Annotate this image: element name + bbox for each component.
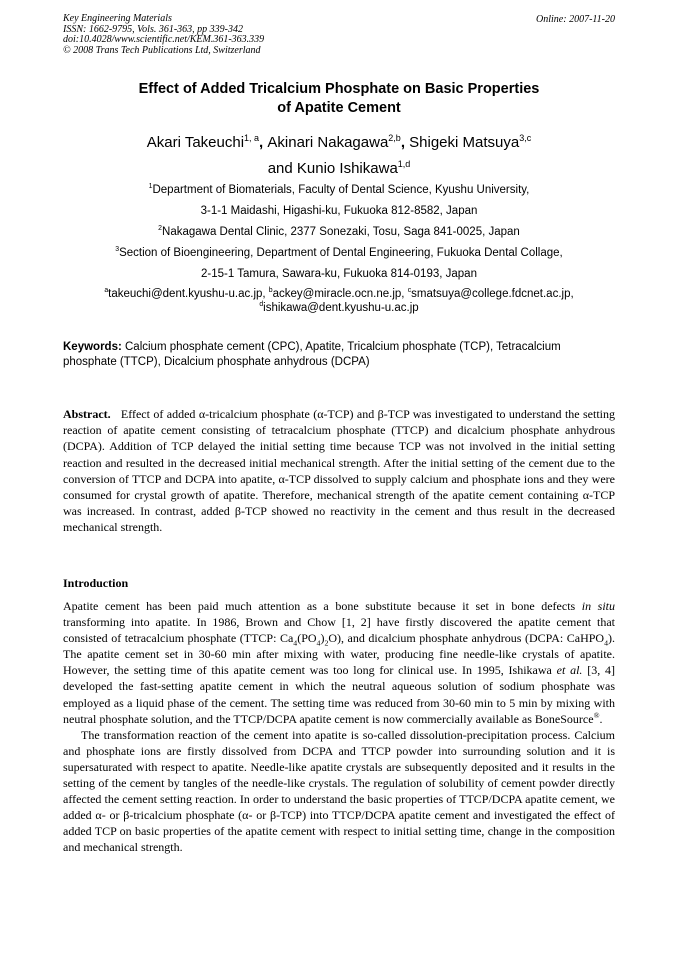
- author-name: Akari Takeuchi: [146, 134, 245, 151]
- text-run: ): [320, 631, 325, 646]
- affiliation-1: [0, 180, 678, 201]
- subscript: 2: [324, 638, 329, 648]
- text-run: Apatite cement has been paid much attention as a bone substitute because it set in bone defects: [63, 599, 582, 613]
- text-run: O), and dicalcium phosphate anhydrous (DCPA: CaHPO: [328, 631, 605, 646]
- title-line-2: of Apatite Cement: [277, 100, 401, 116]
- paragraph: The transformation reaction of the cement into apatite is so-called dissolution-precipitation process. Calcium and phosphate ions are firstly dissolved from DCPA and TTCP powder into surrounding solution and it is supersaturated with respect to apatite. Needle-like apatite crystals are subsequently deposited and it results in the setting of the cement by tangles of the needle-like crystals. The regulation of solubility of cement powder directly affected the cement setting reaction. In order to understand the basic properties of TTCP/DCPA apatite cement, we added α- or β-tricalcium phosphate (α- or β-TCP) into TTCP/DCPA apatite cement and investigated the effect of added TCP on basic properties of the apatite cement with respect to initial setting time, change in the composition and mechanical strength.: [63, 727, 615, 855]
- affiliation-3-address: 2-15-1 Tamura, Sawara-ku, Fukuoka 814-0193, Japan: [201, 268, 477, 280]
- issn: ISSN: 1662-9795, Vols. 361-363, pp 339-342: [63, 23, 243, 35]
- journal-name: Key Engineering Materials: [63, 13, 172, 24]
- email-link[interactable]: ackey@miracle.ocn.ne.jp,: [272, 288, 405, 300]
- authors-line-1: Akari Takeuchi$^{1, a}$, Akinari Nakagawa$^{2,b}$, Shigeki Matsuya$^{3,c}$: [146, 133, 532, 151]
- affiliation-2: [0, 222, 678, 243]
- subscript: 4: [293, 638, 298, 648]
- author-name: Akinari Nakagawa: [267, 134, 389, 151]
- emails-line-1: [0, 287, 678, 301]
- email-link[interactable]: ishikawa@dent.kyushu-u.ac.jp: [263, 302, 419, 314]
- affiliation-text: Department of Biomaterials, Faculty of Dental Science, Kyushu University,: [152, 184, 530, 196]
- email-marker: b: [268, 287, 273, 295]
- affiliation-number: 2: [158, 225, 163, 233]
- keywords-label: Keywords:: [63, 341, 122, 353]
- doi: doi:10.4028/www.scientific.net/KEM.361-363.339: [63, 34, 265, 45]
- email-link[interactable]: smatsuya@college.fdcnet.ac.jp,: [411, 288, 574, 300]
- affiliation-1-address: 3-1-1 Maidashi, Higashi-ku, Fukuoka 812-8582, Japan: [200, 205, 478, 217]
- subscript: 4: [604, 638, 609, 648]
- author-sup: 3,c: [519, 133, 532, 143]
- emails-line-2: [0, 301, 678, 315]
- text-run: (PO: [297, 631, 317, 646]
- keywords-text: Calcium phosphate cement (CPC), Apatite, Tricalcium phosphate (TCP), Tetracalcium phosphate (TTCP), Dicalcium phosphate anhydrous (DCPA): [63, 341, 561, 368]
- affiliation-number: 1: [148, 183, 153, 191]
- title-line-1: Effect of Added Tricalcium Phosphate on Basic Properties: [138, 81, 540, 97]
- text-run: transforming into apatite. In 1986, Brown and Chow [1, 2] have firstly discovered the apatite cement that consisted of tetracalcium phosphate (TTCP: Ca: [63, 615, 615, 646]
- author-list: [0, 130, 678, 182]
- abstract-label: Abstract.: [63, 407, 111, 421]
- authors-line-2: [0, 156, 678, 182]
- affiliations: [0, 180, 678, 285]
- journal-header: [63, 14, 264, 56]
- author-name: Shigeki Matsuya: [409, 134, 520, 151]
- abstract: [63, 406, 615, 536]
- online-date: Online: 2007-11-20: [536, 14, 615, 25]
- affiliation-text: Nakagawa Dental Clinic, 2377 Sonezaki, Tosu, Saga 841-0025, Japan: [162, 226, 520, 238]
- text-run: ). The apatite cement set in 30-60 min after mixing with water, producing fine needle-like crystals of apatite. However, the setting time of this apatite cement was too long for clinical use. In 1995, Ishikawa: [63, 631, 616, 678]
- text-run: .: [599, 711, 603, 726]
- email-marker: c: [407, 287, 412, 295]
- affiliation-text: Section of Bioengineering, Department of Dental Engineering, Fukuoka Dental Collage,: [119, 247, 563, 259]
- affiliation-number: 3: [115, 246, 120, 254]
- introduction-body: [63, 598, 615, 856]
- author-and: and: [267, 160, 293, 177]
- subscript: 4: [316, 638, 321, 648]
- email-marker: d: [259, 301, 264, 309]
- abstract-text: Effect of added α-tricalcium phosphate (α-TCP) and β-TCP was investigated to understand the setting reaction of apatite cement consisting of tetracalcium phosphate (TTCP) and dicalcium phosphate anhydrous (DCPA). Addition of TCP delayed the initial setting time because TCP was not involved in the initial setting reaction and resulted in the decreased initial mechanical strength. After the initial setting of the cement due to the conversion of TTCP and DCPA into apatite, α-TCP dissolved to supply calcium and phosphate ions and they were consumed for crystal growth of apatite. Therefore, mechanical strength of the apatite cement containing α-TCP was increased. In contrast, added β-TCP showed no reactivity in the cement and thus result in the decreased mechanical strength.: [63, 407, 616, 535]
- affiliation-3: [0, 243, 678, 264]
- email-link[interactable]: takeuchi@dent.kyushu-u.ac.jp,: [108, 288, 266, 300]
- author-name: Kunio Ishikawa: [296, 160, 398, 177]
- section-heading: Introduction: [63, 576, 129, 590]
- keywords: [63, 340, 615, 370]
- author-sup: 2,b: [388, 133, 401, 143]
- copyright: © 2008 Trans Tech Publications Ltd, Switzerland: [63, 44, 261, 56]
- superscript: ®: [593, 710, 600, 720]
- paragraph: [63, 598, 615, 727]
- text-run: et al.: [556, 663, 583, 678]
- email-marker: a: [104, 287, 109, 295]
- text-run: [3, 4] developed the fast-setting apatite cement in which the neutral aqueous solution of sodium phosphate was employed as a liquid phase of the cement. The setting time was reduced from 30-60 min to 5 min by mixing with neutral phosphate solution, and the TTCP/DCPA apatite cement is now commercially available as BoneSource: [63, 663, 615, 726]
- author-sup: 1, a: [244, 133, 260, 143]
- author-emails: [0, 287, 678, 315]
- author-sup: 1,d: [397, 159, 411, 169]
- paper-title: [0, 80, 678, 118]
- text-run: in situ: [581, 599, 616, 613]
